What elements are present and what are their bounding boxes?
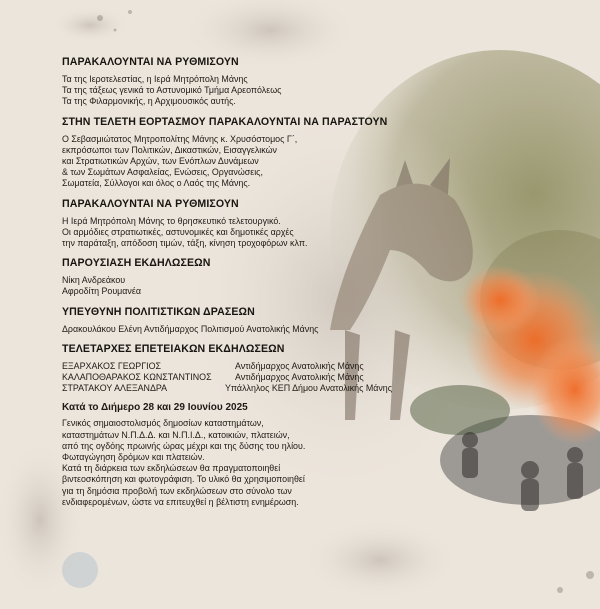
text-line: Τα της Ιεροτελεστίας, η Ιερά Μητρόπολη Μάνης (62, 74, 248, 84)
text-line: Φωταγώγηση δρόμων και πλατειών. (62, 452, 205, 463)
organizer-role: Αντιδήμαρχος Ανατολικής Μάνης (235, 360, 364, 371)
section-cultural-lead (62, 306, 392, 335)
text-line: ενδιαφερομένων, ώστε να επιτευχθεί η βέλτιστη ενημέρωση. (62, 496, 299, 507)
text-line: και Στρατιωτικών Αρχών, των Ενόπλων Δυνάμεων (62, 156, 259, 167)
section-attendees (62, 116, 392, 190)
organizer-role: Αντιδήμαρχος Ανατολικής Μάνης (235, 372, 364, 383)
text-line: Δρακουλάκου Ελένη Αντιδήμαρχος Πολιτισμού Ανατολικής Μάνης (62, 323, 319, 334)
section-authorities-arrangements (62, 198, 392, 250)
text-line: την παράταξη, απόδοση τιμών, τάξη, κίνηση τροχοφόρων κλπ. (62, 238, 308, 249)
section-heading: ΠΑΡΟΥΣΙΑΣΗ ΕΚΔΗΛΩΣΕΩΝ (62, 257, 211, 270)
presenter-name: Αφροδίτη Ρουμανέα (62, 286, 141, 297)
text-line: Κατά τη διάρκεια των εκδηλώσεων θα πραγματοποιηθεί (62, 463, 281, 474)
text-line: Τα της Φιλαρμονικής, η Αρχιμουσικός αυτής. (62, 96, 236, 107)
presenter-name: Νίκη Ανδρεάκου (62, 275, 126, 286)
text-line: Γενικός σημαιοστολισμός δημοσίων καταστημάτων, (62, 418, 264, 429)
organizer-name: ΚΑΛΑΠΟΘΑΡΑΚΟΣ ΚΩΝΣΤΑΝΤΙΝΟΣ (62, 372, 212, 383)
text-line: εκπρόσωποι των Πολιτικών, Δικαστικών, Εισαγγελικών (62, 144, 277, 155)
text-line: Η Ιερά Μητρόπολη Μάνης το θρησκευτικό τελετουργικό. (62, 215, 281, 226)
notice-heading: Κατά το Διήμερο 28 και 29 Ιουνίου 2025 (62, 402, 248, 414)
organizer-name: ΕΞΑΡΧΑΚΟΣ ΓΕΩΡΓΙΟΣ (62, 360, 161, 371)
programme-text (62, 56, 392, 516)
section-heading: ΥΠΕΥΘΥΝΗ ΠΟΛΙΤΙΣΤΙΚΩΝ ΔΡΑΣΕΩΝ (62, 305, 255, 318)
section-presenters (62, 257, 392, 297)
text-line: για τη δημόσια προβολή των εκδηλώσεων στο σύνολο των (62, 485, 292, 496)
section-heading: ΠΑΡΑΚΑΛΟΥΝΤΑΙ ΝΑ ΡΥΘΜΙΣΟΥΝ (62, 197, 239, 210)
text-line: Οι αρμόδιες στρατιωτικές, αστυνομικές και δημοτικές αρχές (62, 226, 294, 237)
organizer-row (62, 383, 392, 394)
section-heading: ΤΕΛΕΤΑΡΧΕΣ ΕΠΕΤΕΙΑΚΩΝ ΕΚΔΗΛΩΣΕΩΝ (62, 342, 285, 355)
text-line: Σωματεία, Σύλλογοι και όλος ο Λαός της Μάνης. (62, 178, 251, 189)
section-notice (62, 402, 392, 508)
section-heading: ΠΑΡΑΚΑΛΟΥΝΤΑΙ ΝΑ ΡΥΘΜΙΣΟΥΝ (62, 56, 239, 68)
text-line: από της ογδόης πρωινής ώρας μέχρι και της δύσης του ηλίου. (62, 440, 306, 451)
organizer-name: ΣΤΡΑΤΑΚΟΥ ΑΛΕΞΑΝΔΡΑ (62, 383, 168, 394)
text-line: καταστημάτων Ν.Π.Δ.Δ. και Ν.Π.Ι.Δ., κατοικιών, πλατειών, (62, 429, 290, 440)
section-ritual-arrangements (62, 56, 392, 108)
organizer-role: Υπάλληλος ΚΕΠ Δήμου Ανατολικής Μάνης (225, 383, 392, 394)
organizer-row (62, 361, 392, 372)
text-line: Ο Σεβασμιώτατος Μητροπολίτης Μάνης κ. Χρυσόστομος Γ΄, (62, 133, 298, 144)
text-line: Τα της τάξεως γενικά το Αστυνομικό Τμήμα Αρεοπόλεως (62, 85, 282, 96)
section-organizers (62, 343, 392, 395)
text-line: & των Σωμάτων Ασφαλείας, Ενώσεις, Οργανώσεις, (62, 167, 263, 178)
text-line: βιντεοσκόπηση και φωτογράφιση. Το υλικό θα χρησιμοποιηθεί (62, 474, 305, 485)
section-heading: ΣΤΗΝ ΤΕΛΕΤΗ ΕΟΡΤΑΣΜΟΥ ΠΑΡΑΚΑΛΟΥΝΤΑΙ ΝΑ ΠΑΡΑΣΤΟΥΝ (62, 115, 388, 128)
organizer-row (62, 372, 392, 383)
